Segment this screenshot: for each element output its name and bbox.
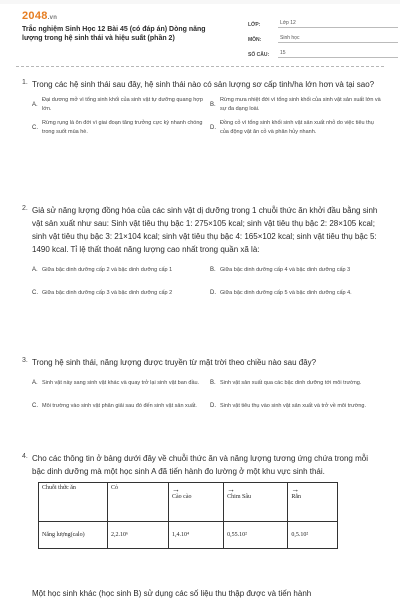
option-letter: A. — [32, 267, 38, 273]
table-cell: 2,2.10⁶ — [108, 522, 169, 549]
question-text: Giả sử năng lượng đồng hóa của các sinh vật dị dưỡng trong 1 chuỗi thức ăn khởi đầu bằng sinh vật sản xuất như sau: Sinh vật tiêu thụ bậc 1: 275×105 kcal; sinh vật tiêu thụ bậc 2: 28×105 kcal; sinh vật tiêu thụ bậc 3: 21×104 kcal; sinh vật tiêu thụ bậc 4: 165×102 kcal; sinh vật tiêu thụ bậc 5: 1490 kcal. Tỉ lệ thất thoát năng lượng cao nhất trong quần xã là: — [32, 206, 378, 254]
table-row — [39, 483, 338, 522]
answer-option-c[interactable] — [32, 396, 204, 416]
option-text: Rừng mưa nhiệt đới vì tổng sinh khối của sinh vật sản xuất lớn và sự đa dạng loài. — [220, 97, 381, 112]
logo-brand: 2048 — [22, 10, 48, 22]
answer-option-b[interactable] — [210, 95, 382, 115]
answer-option-d[interactable] — [210, 396, 382, 416]
option-text: Giữa bậc dinh dưỡng cấp 2 và bậc dinh dưỡng cấp 1 — [42, 266, 173, 273]
option-letter: B. — [210, 102, 216, 108]
option-text: Đồng cỏ vì tổng sinh khối sinh vật sản xuất nhỏ do việc tiêu thụ của động vật ăn cỏ và phân hủy nhanh. — [220, 120, 374, 135]
document-title: Trắc nghiệm Sinh Học 12 Bài 45 (có đáp án) Dòng năng lượng trong hệ sinh thái và hiệu suất (phần 2) — [22, 26, 206, 42]
option-letter: C. — [32, 290, 38, 296]
answer-options — [32, 95, 382, 138]
question-3 — [22, 356, 382, 416]
answer-option-b[interactable] — [210, 373, 382, 393]
question-1 — [22, 78, 382, 138]
meta-count — [248, 46, 398, 58]
question-number: 3. — [22, 357, 28, 364]
meta-subject — [248, 31, 398, 43]
answer-options — [32, 260, 382, 303]
option-letter: B. — [210, 380, 216, 386]
meta-class — [248, 16, 398, 28]
question-text: Trong hệ sinh thái, năng lượng được truyền từ mặt trời theo chiều nào sau đây? — [32, 358, 317, 367]
option-letter: C. — [32, 403, 38, 409]
table-cell: 0,55.10² — [224, 522, 288, 549]
document-header — [22, 10, 382, 60]
header-divider — [16, 66, 384, 67]
answer-option-b[interactable] — [210, 260, 382, 280]
option-text: Sinh vật sản xuất qua các bậc dinh dưỡng tới môi trường. — [220, 379, 362, 386]
question-4 — [22, 452, 382, 549]
option-letter: A. — [32, 102, 38, 108]
answer-option-c[interactable] — [32, 118, 204, 138]
meta-value: Sinh học — [278, 34, 398, 43]
food-chain-table — [38, 482, 338, 549]
option-letter: C. — [32, 125, 38, 131]
option-text: Sinh vật tiêu thụ vào sinh vật sản xuất và trở về môi trường. — [220, 402, 367, 409]
option-letter: B. — [210, 267, 216, 273]
option-text: Rừng rụng lá ôn đới vì giai đoạn tăng trưởng cực kỳ nhanh chóng trong suốt mùa hè. — [42, 120, 203, 135]
option-text: Giữa bậc dinh dưỡng cấp 3 và bậc dinh dưỡng cấp 2 — [42, 289, 173, 296]
table-cell: Cỏ — [108, 483, 169, 522]
option-letter: A. — [32, 380, 38, 386]
table-cell: 1,4.10⁴ — [169, 522, 224, 549]
meta-label: MÔN: — [248, 37, 262, 43]
answer-options — [32, 373, 382, 416]
answer-option-d[interactable] — [210, 118, 382, 138]
question-text: Cho các thông tin ở bảng dưới đây về chuỗi thức ăn và năng lượng tương ứng chứa trong mỗi bậc dinh dưỡng mà một học sinh A đã tiến hành đo lường ở một khu vực sinh thái. — [32, 454, 368, 476]
option-letter: D. — [210, 403, 216, 409]
table-cell — [288, 483, 338, 522]
answer-option-a[interactable] — [32, 373, 204, 393]
question-text: Trong các hệ sinh thái sau đây, hệ sinh thái nào có sản lượng sơ cấp tinh/ha lớn hơn và tại sao? — [32, 80, 375, 89]
question-number: 2. — [22, 205, 28, 212]
table-cell — [224, 483, 288, 522]
document-meta — [248, 16, 398, 61]
option-text: Giữa bậc dinh dưỡng cấp 5 và bậc dinh dưỡng cấp 4. — [220, 289, 352, 296]
meta-value: 15 — [278, 49, 398, 58]
arrow-right-icon: → — [227, 485, 236, 494]
answer-option-a[interactable] — [32, 95, 204, 115]
option-text: Sinh vật này sang sinh vật khác và quay trở lại sinh vật ban đầu. — [42, 379, 200, 386]
option-letter: D. — [210, 125, 216, 131]
table-row — [39, 522, 338, 549]
question-number: 1. — [22, 79, 28, 86]
table-header-cell: Chuỗi thức ăn — [39, 483, 108, 522]
organism-name: Rắn — [291, 494, 302, 500]
answer-option-c[interactable] — [32, 283, 204, 303]
option-text: Đại dương mở vì tổng sinh khối của sinh vật tự dưỡng quang hợp lớn. — [42, 97, 203, 112]
question-2 — [22, 204, 382, 303]
table-cell — [169, 483, 224, 522]
meta-label: LỚP: — [248, 22, 261, 28]
question-number: 4. — [22, 453, 28, 460]
answer-option-a[interactable] — [32, 260, 204, 280]
meta-label: SỐ CÂU: — [248, 52, 270, 58]
arrow-right-icon: → — [291, 485, 300, 494]
meta-value: Lớp 12 — [278, 19, 398, 28]
paragraph-text: Một học sinh khác (học sinh B) sử dụng các số liệu thu thập được và tiến hành — [32, 589, 312, 598]
logo-tld: .vn — [47, 15, 58, 21]
question-4-continuation — [22, 587, 382, 600]
organism-name: Cào cào — [172, 494, 192, 500]
top-bar — [0, 0, 400, 4]
organism-name: Chim Sâu — [227, 494, 252, 500]
table-header-cell: Năng lượng(calo) — [39, 522, 108, 549]
option-text: Giữa bậc dinh dưỡng cấp 4 và bậc dinh dưỡng cấp 3 — [220, 266, 351, 273]
arrow-right-icon: → — [172, 485, 180, 494]
option-letter: D. — [210, 290, 216, 296]
table-cell: 0,5.10² — [288, 522, 338, 549]
answer-option-d[interactable] — [210, 283, 382, 303]
option-text: Môi trường vào sinh vật phân giải sau đó đến sinh vật sản xuất. — [42, 402, 197, 409]
